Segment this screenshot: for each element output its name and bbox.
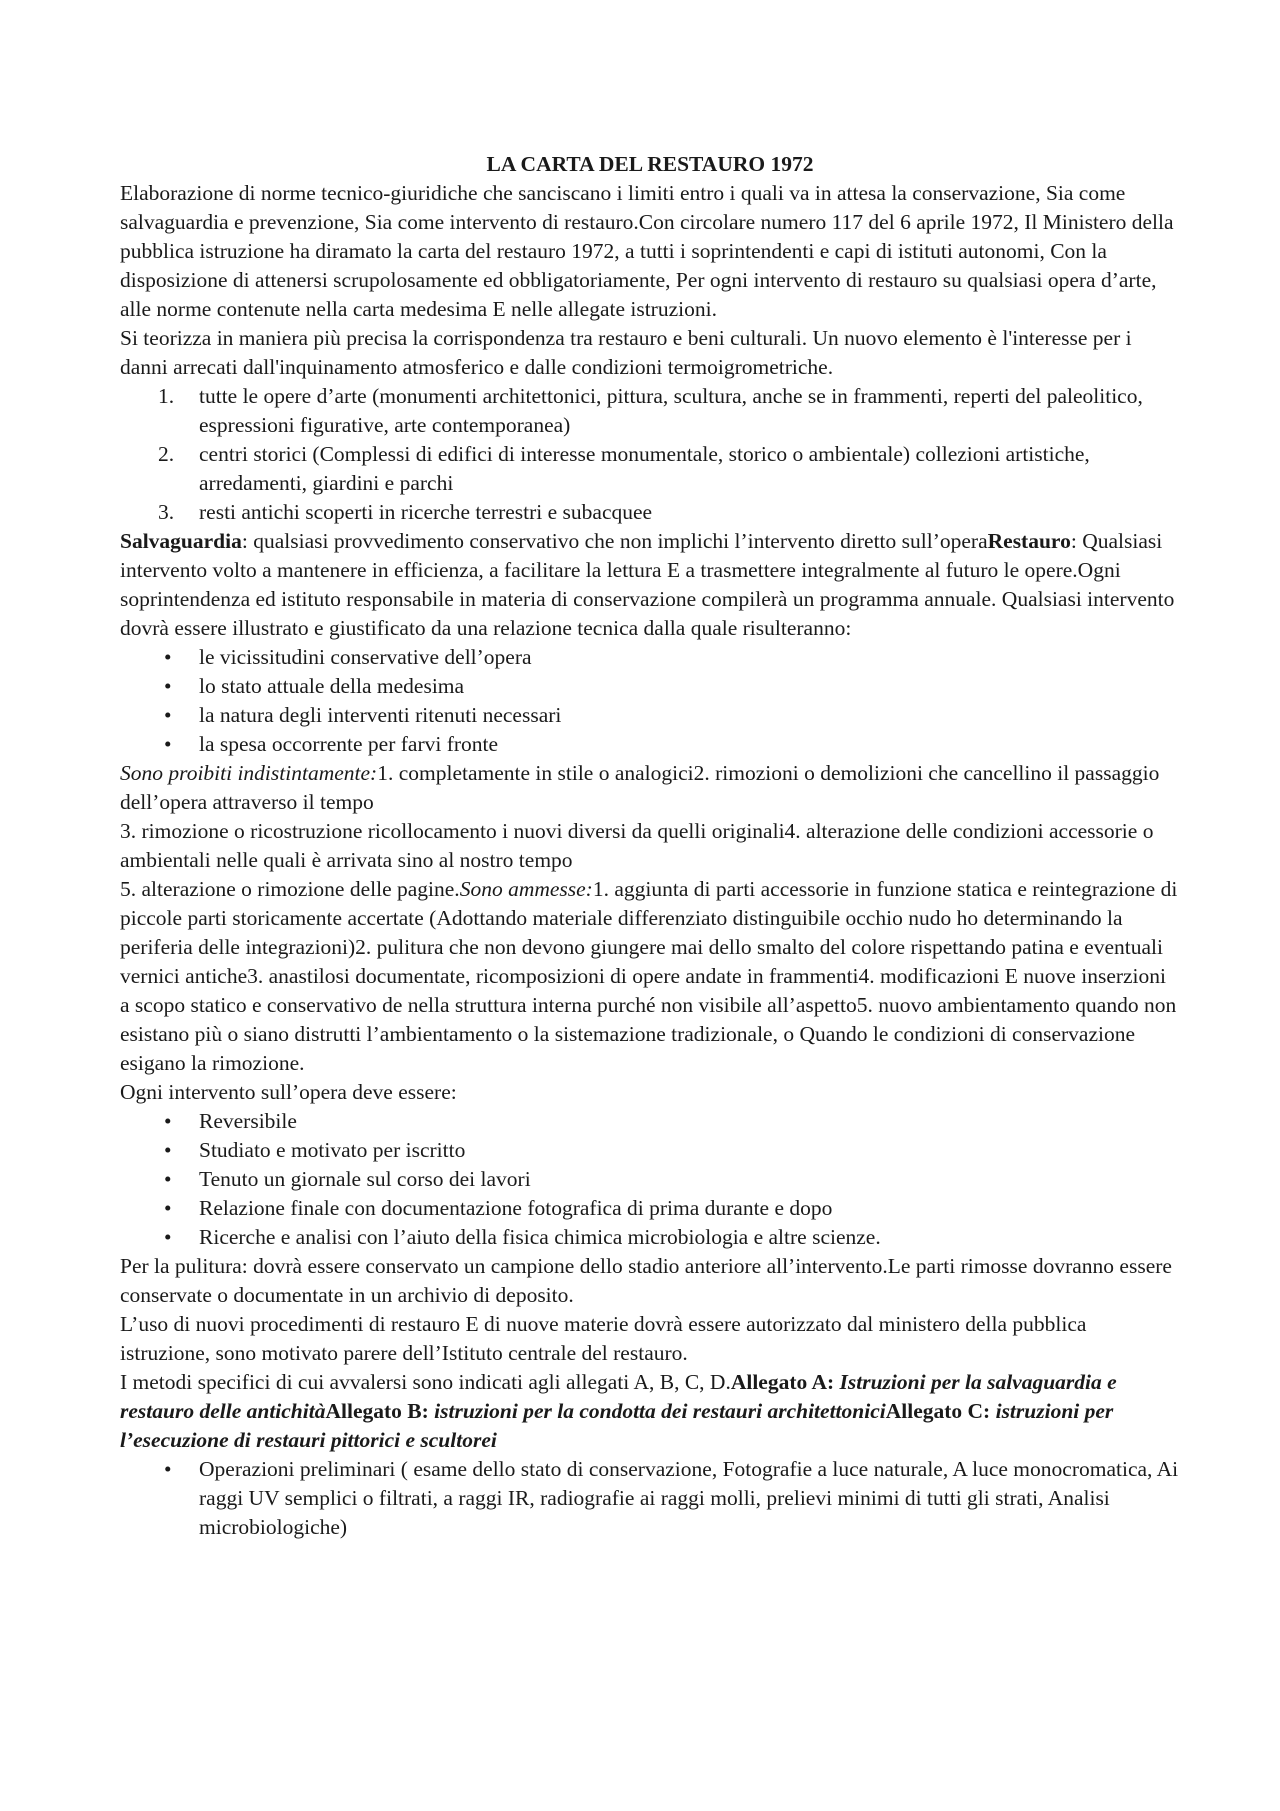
list-item-text: le vicissitudini conservative dell’opera [199, 645, 532, 669]
bullet-marker: • [164, 703, 172, 727]
list-item-text: lo stato attuale della medesima [199, 674, 465, 698]
document-title: LA CARTA DEL RESTAURO 1972 [486, 152, 814, 176]
list-item-text: Reversibile [199, 1109, 297, 1133]
bullet-marker: • [164, 645, 172, 669]
list-item [120, 1136, 1180, 1165]
allegato-b-title: istruzioni per la condotta dei restauri architettonici [434, 1399, 886, 1423]
restauro-definition: : Qualsiasi intervento volto a mantenere in efficienza, a facilitare la lettura E a trasmettere integralmente al futuro le opere.Ogni soprintendenza ed istituto responsabile in materia di conservazione compilerà un programma annuale. Qualsiasi intervento dovrà essere illustrato e giustificato da una relazione tecnica dalla quale risulteranno: [120, 529, 1175, 640]
bullet-marker: • [164, 1109, 172, 1133]
list-item-text: Relazione finale con documentazione fotografica di prima durante e dopo [199, 1196, 833, 1220]
salvaguardia-definition: : qualsiasi provvedimento conservativo che non implichi l’intervento diretto sull’opera [241, 529, 988, 553]
restauro-term: Restauro [987, 529, 1071, 553]
intervento-intro: Ogni intervento sull’opera deve essere: [120, 1080, 457, 1104]
bullet-marker: • [164, 1167, 172, 1191]
pulitura-paragraph: Per la pulitura: dovrà essere conservato un campione dello stadio anteriore all’intervento.Le parti rimosse dovranno essere conservate o documentate in un archivio di deposito. [120, 1254, 1172, 1307]
allegati-paragraph [120, 1368, 1180, 1455]
allegato-a-title: Istruzioni per la salvaguardia e restauro delle antichità [120, 1370, 1117, 1423]
list-item-text: Studiato e motivato per iscritto [199, 1138, 466, 1162]
list-item-text: centri storici (Complessi di edifici di interesse monumentale, storico o ambientale) collezioni artistiche, arredamenti, giardini e parchi [199, 442, 1090, 495]
ammesse-paragraph [120, 875, 1180, 1078]
intervento-bullet-list [120, 1107, 1180, 1252]
list-item [120, 1194, 1180, 1223]
allegato-c-label: Allegato C: [885, 1399, 996, 1423]
list-item [120, 701, 1180, 730]
intro-paragraph: Elaborazione di norme tecnico-giuridiche che sanciscano i limiti entro i quali va in attesa la conservazione, Sia come salvaguardia e prevenzione, Sia come intervento di restauro.Con circolare numero 117 del 6 aprile 1972, Il Ministero della pubblica istruzione ha diramato la carta del restauro 1972, a tutti i soprintendenti e capi di istituti autonomi, Con la disposizione di attenersi scrupolosamente ed obbligatoriamente, Per ogni intervento di restauro su qualsiasi opera d’arte, alle norme contenute nella carta medesima E nelle allegate istruzioni. [120, 181, 1174, 321]
definitions-paragraph [120, 527, 1180, 643]
list-item-text: resti antichi scoperti in ricerche terrestri e subacquee [199, 500, 653, 524]
bullet-marker: • [164, 1457, 172, 1481]
list-number: 2. [158, 442, 175, 466]
procedimenti-paragraph: L’uso di nuovi procedimenti di restauro E di nuove materie dovrà essere autorizzato dal ministero della pubblica istruzione, sono motivato parere dell’Istituto centrale del restauro. [120, 1312, 1087, 1365]
list-item [120, 382, 1180, 440]
proibiti-text-3: 5. alterazione o rimozione delle pagine. [120, 877, 460, 901]
operazioni-bullet-list [120, 1455, 1180, 1542]
list-item [120, 1455, 1180, 1542]
list-item-text: Ricerche e analisi con l’aiuto della fisica chimica microbiologia e altre scienze. [199, 1225, 881, 1249]
ammesse-label: Sono ammesse: [459, 877, 593, 901]
allegato-b-label: Allegato B: [325, 1399, 435, 1423]
allegato-a-label: Allegato A: [730, 1370, 840, 1394]
list-item-text: tutte le opere d’arte (monumenti architettonici, pittura, scultura, anche se in frammenti, reperti del paleolitico, espressioni figurative, arte contemporanea) [199, 384, 1143, 437]
allegato-c-title: istruzioni per l’esecuzione di restauri pittorici e scultorei [120, 1399, 1114, 1452]
list-item-text: Tenuto un giornale sul corso dei lavori [199, 1167, 531, 1191]
list-number: 1. [158, 384, 175, 408]
proibiti-text: 1. completamente in stile o analogici2. rimozioni o demolizioni che cancellino il passaggio dell’opera attraverso il tempo [120, 761, 1160, 814]
bullet-marker: • [164, 1225, 172, 1249]
list-item-text: la spesa occorrente per farvi fronte [199, 732, 499, 756]
list-item [120, 1107, 1180, 1136]
list-item [120, 498, 1180, 527]
list-item [120, 643, 1180, 672]
proibiti-paragraph [120, 759, 1180, 817]
list-item-text: Operazioni preliminari ( esame dello stato di conservazione, Fotografie a luce naturale, A luce monocromatica, Ai raggi UV semplici o filtrati, a raggi IR, radiografie ai raggi molli, prelievi minimi di tutti gli strati, Analisi microbiologiche) [199, 1457, 1179, 1539]
document-page [120, 150, 1180, 1542]
list-number: 3. [158, 500, 175, 524]
beni-culturali-paragraph: Si teorizza in maniera più precisa la corrispondenza tra restauro e beni culturali. Un nuovo elemento è l'interesse per i danni arrecati dall'inquinamento atmosferico e dalle condizioni termoigrometriche. [120, 326, 1132, 379]
list-item [120, 1223, 1180, 1252]
list-item [120, 440, 1180, 498]
bullet-marker: • [164, 1138, 172, 1162]
ammesse-text: 1. aggiunta di parti accessorie in funzione statica e reintegrazione di piccole parti storicamente accertate (Adottando materiale differenziato distinguibile occhio nudo ho determinando la periferia delle integrazioni)2. pulitura che non devono giungere mai dello smalto del colore rispettando patina e eventuali vernici antiche3. anastilosi documentate, ricomposizioni di opere andate in frammenti4. modificazioni E nuove inserzioni a scopo statico e conservativo de nella struttura interna purché non visibile all’aspetto5. nuovo ambientamento quando non esistano più o siano distrutti l’ambientamento o la sistemazione tradizionale, o Quando le condizioni di conservazione esigano la rimozione. [120, 877, 1178, 1075]
bullet-marker: • [164, 1196, 172, 1220]
bullet-marker: • [164, 674, 172, 698]
list-item [120, 730, 1180, 759]
list-item [120, 672, 1180, 701]
metodi-text: I metodi specifici di cui avvalersi sono indicati agli allegati A, B, C, D. [120, 1370, 731, 1394]
bullet-marker: • [164, 732, 172, 756]
relazione-bullet-list [120, 643, 1180, 759]
list-item [120, 1165, 1180, 1194]
proibiti-paragraph-2: 3. rimozione o ricostruzione ricollocamento i nuovi diversi da quelli originali4. alterazione delle condizioni accessorie o ambientali nelle quali è arrivata sino al nostro tempo [120, 819, 1154, 872]
proibiti-label: Sono proibiti indistintamente: [120, 761, 378, 785]
salvaguardia-term: Salvaguardia [120, 529, 242, 553]
list-item-text: la natura degli interventi ritenuti necessari [199, 703, 562, 727]
numbered-list [120, 382, 1180, 527]
